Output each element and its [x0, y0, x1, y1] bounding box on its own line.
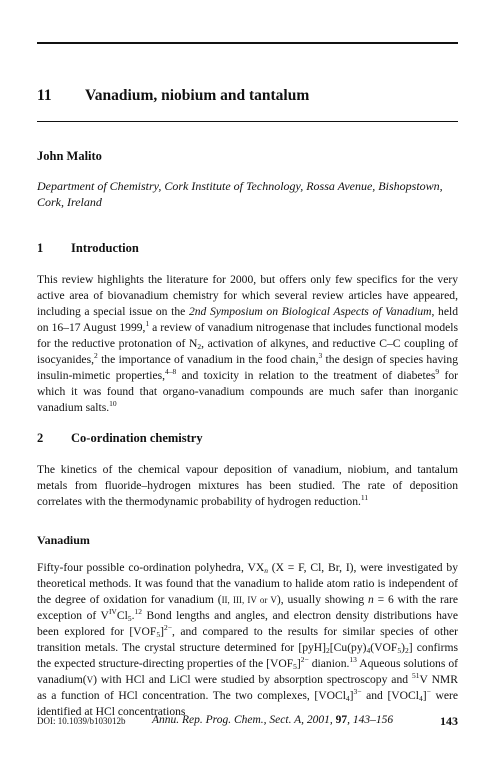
journal-year: 2001: [306, 714, 330, 726]
footer-citation: Annu. Rep. Prog. Chem., Sect. A, 2001, 97, 143–156: [152, 714, 394, 726]
chapter-heading: [37, 87, 458, 105]
journal-volume: 97: [335, 714, 348, 726]
section-title: Introduction: [71, 241, 139, 255]
author-affiliation: Department of Chemistry, Cork Institute of Technology, Rossa Avenue, Bishopstown, Cork, Ireland: [37, 179, 443, 209]
page-footer: [37, 714, 458, 728]
footer-doi: DOI: 10.1039/b103012b: [37, 716, 126, 726]
chapter-title: Vanadium, niobium and tantalum: [85, 87, 310, 104]
vanadium-paragraph: Fifty-four possible co-ordination polyhedra, $VX_n$ (X = F, Cl, Br, I), were investigated by theoretical methods. It was found that the vanadium to halide atom ratio is independent of the degree of oxidation for vanadium (II, III, IV or V), usually showing n = 6 with the rare exception of $V^{IV}Cl_5.^{12}$ Bond lengths and angles, and electron density distributions have been explored for $[VOF_5]^{2-}$, and compared to the results for similar species of other transition metals. The crystal structure determined for $[pyH]_2[Cu(py)_4(VOF_5)_2]$ confirms the expected structure-directing properties of the $[VOF_5]^{2-}$ dianion.$^{13}$ Aqueous solutions of vanadium(V) with HCl and LiCl were studied by absorption spectroscopy and $^{51}$V NMR as a function of HCl concentration. The two complexes, [VOCl$_4$]$^{3-}$ and [VOCl$_4$]− were identified at HCl concentrations: [37, 561, 458, 718]
author-name: John Malito: [37, 149, 102, 163]
subsection-heading-vanadium: Vanadium: [37, 533, 90, 547]
section-number: 2: [37, 431, 44, 445]
coordination-paragraph: The kinetics of the chemical vapour deposition of vanadium, niobium, and tantalum metals from fluoride–hydrogen mixtures has been studied. The rate of deposition correlates with the thermodynamic probability of hydrogen reduction.$^{11}$: [37, 463, 458, 508]
top-rule: [37, 42, 458, 44]
section-title: Co-ordination chemistry: [71, 431, 203, 445]
page-number: 143: [440, 714, 458, 728]
introduction-paragraph: This review highlights the literature for 2000, but offers only few specifics for the very active area of biovanadium chemistry for which several review articles have appeared, including a special issue on the 2nd Symposium on Biological Aspects of Vanadium, held on 16–17 August 1999,$^1$ a review of vanadium nitrogenase that includes functional models for the reductive protonation of $N_2$, activation of alkynes, and reductive C–C coupling of isocyanides,$^2$ the importance of vanadium in the food chain,$^3$ the design of species having insulin-mimetic properties,$^{4-8}$ and toxicity in relation to the treatment of diabetes$^9$ for which it was found that organo-vanadium compounds are much safer than inorganic vanadium salts.$^{10}$: [37, 273, 459, 414]
journal-name: Annu. Rep. Prog. Chem., Sect. A: [152, 714, 302, 726]
section-heading-coordination: [37, 431, 458, 446]
chapter-number: 11: [37, 87, 52, 104]
chapter-rule: [37, 121, 458, 122]
section-number: 1: [37, 241, 44, 255]
journal-pages: 143–156: [352, 714, 394, 726]
section-heading-introduction: [37, 241, 458, 256]
